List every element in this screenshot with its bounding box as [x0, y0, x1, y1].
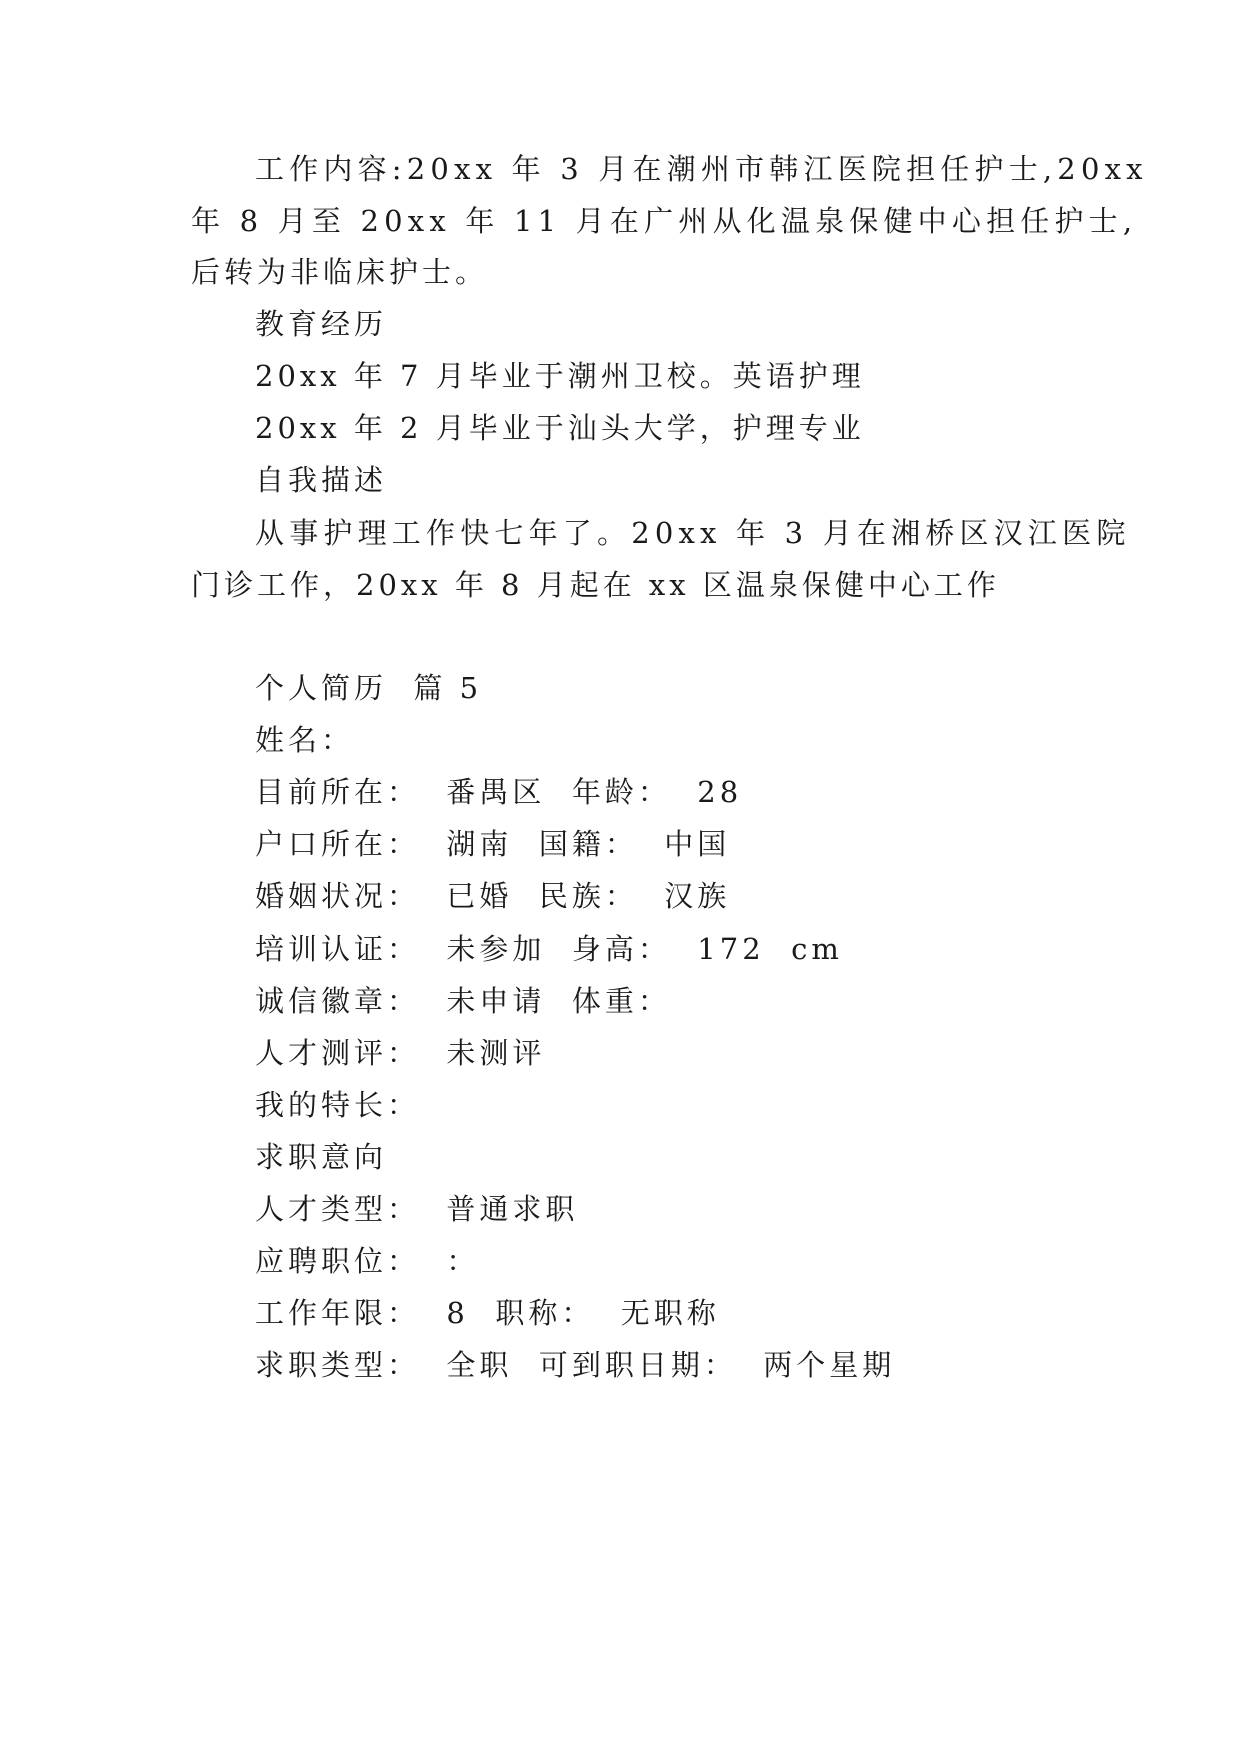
resume-row-name: 姓名：	[255, 723, 355, 757]
resume-row-years-title: 工作年限： 8 职称： 无职称	[255, 1296, 720, 1330]
resume-row-talent-type: 人才类型： 普通求职	[255, 1192, 579, 1226]
work-content-line-3: 后转为非临床护士。	[191, 255, 489, 289]
resume-row-marital-ethnicity: 婚姻状况： 已婚 民族： 汉族	[255, 879, 731, 913]
self-description-line-2: 门诊工作，20xx 年 8 月起在 xx 区温泉保健中心工作	[191, 568, 1000, 602]
resume-row-assessment: 人才测评： 未测评	[255, 1036, 546, 1070]
work-content-line-1: 工作内容:20xx 年 3 月在潮州市韩江医院担任护士,20xx	[255, 152, 1148, 186]
resume-section-title: 个人简历 篇 5	[255, 671, 483, 705]
self-description-line-1: 从事护理工作快七年了。20xx 年 3 月在湘桥区汉江医院	[255, 516, 1131, 550]
self-description-heading: 自我描述	[255, 463, 388, 497]
resume-row-hukou-nationality: 户口所在： 湖南 国籍： 中国	[255, 827, 731, 861]
resume-row-location-age: 目前所在： 番禺区 年龄： 28	[255, 775, 743, 809]
resume-row-specialty: 我的特长：	[255, 1088, 421, 1122]
resume-row-job-type-availability: 求职类型： 全职 可到职日期： 两个星期	[255, 1348, 896, 1382]
resume-row-job-intent-heading: 求职意向	[255, 1140, 388, 1174]
education-item: 20xx 年 7 月毕业于潮州卫校。英语护理	[255, 359, 865, 393]
resume-row-position: 应聘职位： ：	[255, 1244, 480, 1278]
resume-row-badge-weight: 诚信徽章： 未申请 体重：	[255, 984, 671, 1018]
education-heading: 教育经历	[255, 307, 388, 341]
work-content-line-2: 年 8 月至 20xx 年 11 月在广州从化温泉保健中心担任护士,	[191, 204, 1138, 238]
education-item: 20xx 年 2 月毕业于汕头大学，护理专业	[255, 411, 865, 445]
resume-row-training-height: 培训认证： 未参加 身高： 172 cm	[255, 932, 843, 966]
